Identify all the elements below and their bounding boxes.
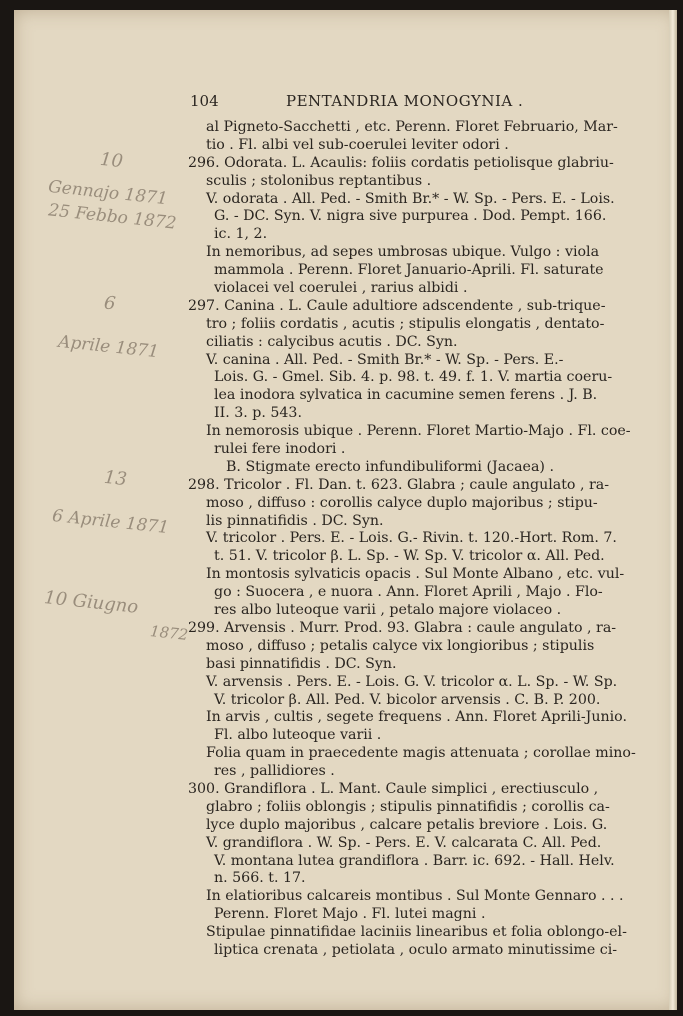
- text-line: Perenn. Floret Majo . Fl. lutei magni .: [214, 906, 486, 923]
- text-line: res albo luteoque varii , petalo majore violaceo .: [214, 602, 562, 619]
- text-line: lyce duplo majoribus , calcare petalis breviore . Lois. G.: [206, 816, 608, 833]
- text-line: glabro ; foliis oblongis ; stipulis pinnatifidis ; corollis ca-: [206, 798, 610, 815]
- text-line: V. tricolor β. All. Ped. V. bicolor arvensis . C. B. P. 200.: [214, 691, 601, 708]
- text-line: V. montana lutea grandiflora . Barr. ic. 692. - Hall. Helv.: [214, 852, 615, 869]
- text-line: Folia quam in praecedente magis attenuata ; corollae mino-: [206, 745, 636, 762]
- text-line: tro ; foliis cordatis , acutis ; stipulis elongatis , dentato-: [206, 315, 605, 332]
- margin-note: Aprile 1871: [57, 331, 160, 363]
- text-line: 300. Grandiflora . L. Mant. Caule simplici , erectiusculo ,: [188, 780, 599, 797]
- text-line: In nemorosis ubique . Perenn. Floret Martio-Majo . Fl. coe-: [206, 423, 631, 440]
- text-line: V. canina . All. Ped. - Smith Br.* - W. Sp. - Pers. E.-: [206, 351, 564, 368]
- text-line: lis pinnatifidis . DC. Syn.: [206, 512, 384, 529]
- text-line: In arvis , cultis , segete frequens . Ann. Floret Aprili-Junio.: [206, 709, 627, 726]
- margin-note: Gennajo 1871: [47, 176, 169, 210]
- text-line: V. grandiflora . W. Sp. - Pers. E. V. calcarata C. All. Ped.: [206, 834, 602, 851]
- page-edge: [669, 10, 677, 1010]
- text-line: In nemoribus, ad sepes umbrosas ubique. Vulgo : viola: [206, 244, 600, 261]
- margin-note: 13: [102, 466, 128, 491]
- text-line: liptica crenata , petiolata , oculo armato minutissime ci-: [214, 941, 618, 958]
- text-line: ic. 1, 2.: [214, 226, 268, 243]
- text-line: moso , diffuso ; petalis calyce vix longioribus ; stipulis: [206, 637, 595, 654]
- running-head: PENTANDRIA MONOGYNIA .: [286, 92, 524, 110]
- text-line: lea inodora sylvatica in cacumine semen ferens . J. B.: [214, 387, 598, 404]
- text-line: t. 51. V. tricolor β. L. Sp. - W. Sp. V. tricolor α. All. Ped.: [214, 548, 605, 565]
- text-body: [188, 119, 648, 960]
- text-line: 297. Canina . L. Caule adultiore adscendente , sub-trique-: [188, 297, 606, 314]
- text-line: V. tricolor . Pers. E. - Lois. G.- Rivin. t. 120.-Hort. Rom. 7.: [206, 530, 617, 547]
- text-line: mammola . Perenn. Floret Januario-Aprili. Fl. saturate: [214, 262, 604, 279]
- text-line: 298. Tricolor . Fl. Dan. t. 623. Glabra ; caule angulato , ra-: [188, 476, 610, 493]
- page-text: [188, 93, 648, 960]
- text-line: ciliatis : calycibus acutis . DC. Syn.: [206, 333, 458, 350]
- text-line: go : Suocera , e nuora . Ann. Floret Aprili , Majo . Flo-: [214, 584, 603, 601]
- text-line: 296. Odorata. L. Acaulis: foliis cordatis petiolisque glabriu-: [188, 154, 614, 171]
- text-line: In elatioribus calcareis montibus . Sul Monte Gennaro . . .: [206, 888, 624, 905]
- page-header: [188, 93, 648, 117]
- text-line: Fl. albo luteoque varii .: [214, 727, 382, 744]
- text-line: moso , diffuso : corollis calyce duplo majoribus ; stipu-: [206, 494, 598, 511]
- text-line: Lois. G. - Gmel. Sib. 4. p. 98. t. 49. f. 1. V. martia coeru-: [214, 369, 613, 386]
- margin-note: 6: [102, 292, 117, 315]
- text-line: In montosis sylvaticis opacis . Sul Monte Albano , etc. vul-: [206, 566, 625, 583]
- page-number: 104: [190, 92, 219, 110]
- margin-note: 25 Febbo 1872: [47, 200, 178, 234]
- text-line: Stipulae pinnatifidae laciniis linearibus et folia oblongo-el-: [206, 924, 627, 941]
- margin-note: 10: [98, 148, 124, 173]
- text-line: res , pallidiores .: [214, 763, 335, 780]
- text-line: II. 3. p. 543.: [214, 405, 302, 422]
- text-line: 299. Arvensis . Murr. Prod. 93. Glabra : caule angulato , ra-: [188, 619, 617, 636]
- margin-note: 10 Giugno: [43, 587, 140, 618]
- margin-note: 6 Aprile 1871: [51, 505, 170, 539]
- text-line: al Pigneto-Sacchetti , etc. Perenn. Floret Februario, Mar-: [206, 119, 618, 135]
- margin-note: 1872: [149, 622, 190, 644]
- text-line: sculis ; stolonibus reptantibus .: [206, 172, 432, 189]
- text-line: B. Stigmate erecto infundibuliformi (Jacaea) .: [226, 458, 554, 475]
- text-line: rulei fere inodori .: [214, 441, 346, 458]
- text-line: G. - DC. Syn. V. nigra sive purpurea . Dod. Pempt. 166.: [214, 208, 607, 225]
- text-line: n. 566. t. 17.: [214, 870, 306, 887]
- text-line: tio . Fl. albi vel sub-coerulei leviter odori .: [206, 136, 509, 153]
- text-line: V. odorata . All. Ped. - Smith Br.* - W. Sp. - Pers. E. - Lois.: [206, 190, 615, 207]
- text-line: violacei vel coerulei , rarius albidi .: [214, 280, 468, 297]
- text-line: V. arvensis . Pers. E. - Lois. G. V. tricolor α. L. Sp. - W. Sp.: [206, 673, 618, 690]
- text-line: basi pinnatifidis . DC. Syn.: [206, 655, 397, 672]
